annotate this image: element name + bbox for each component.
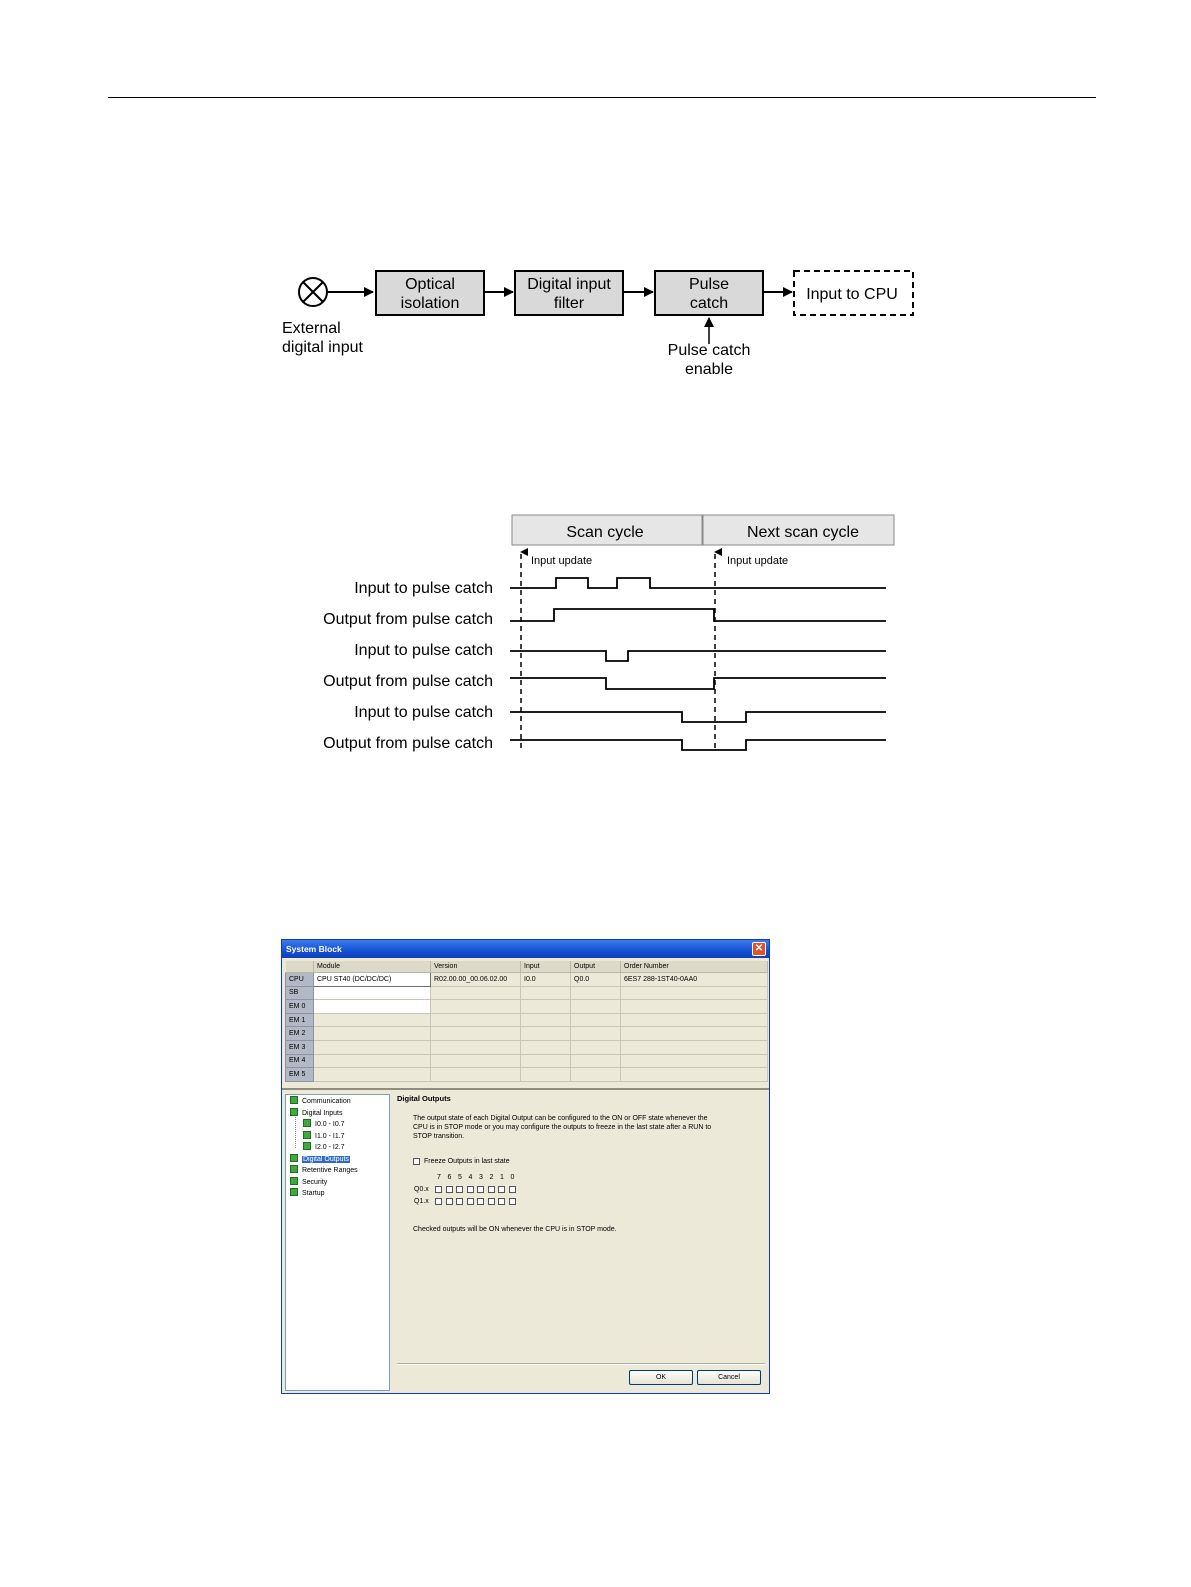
module-cell[interactable] (314, 1000, 431, 1014)
pulse-catch-block-diagram (270, 260, 930, 385)
bit-label: 4 (468, 1174, 473, 1181)
tree-item-startup[interactable] (290, 1188, 325, 1198)
module-table (285, 961, 768, 1082)
node-icon (290, 1108, 298, 1116)
freeze-outputs-checkbox[interactable] (413, 1158, 420, 1165)
order-number-cell (621, 1013, 768, 1027)
input-cell (521, 1027, 571, 1041)
column-header: Module (314, 961, 431, 973)
pulse-catch-timing-diagram (310, 510, 900, 760)
input-label: digital input (282, 339, 363, 356)
input-label: External (282, 320, 341, 337)
row-header: EM 3 (286, 1040, 314, 1054)
block-label: Pulse (688, 276, 730, 293)
signal-waveform (510, 578, 886, 588)
scan-cycle-header (512, 515, 702, 545)
block-label: Optical (405, 276, 455, 293)
node-icon (290, 1165, 298, 1173)
enable-label: enable (684, 361, 734, 378)
order-number-cell (621, 986, 768, 1000)
order-number-cell (621, 1000, 768, 1014)
output-bit-checkbox[interactable] (498, 1198, 505, 1205)
table-row[interactable] (286, 1013, 768, 1027)
next-scan-cycle-label: Next scan cycle (746, 524, 860, 541)
order-number-cell (621, 1040, 768, 1054)
scan-cycle-label: Scan cycle (566, 524, 644, 541)
node-icon (303, 1142, 311, 1150)
bit-label: 3 (479, 1174, 483, 1181)
bit-label: 6 (447, 1174, 452, 1181)
order-number-cell (621, 1068, 768, 1082)
button-separator (397, 1363, 765, 1364)
tree-item-security[interactable] (290, 1177, 327, 1187)
signal-label: Output from pulse catch (323, 735, 493, 752)
tree-item-retentive-ranges[interactable] (290, 1165, 358, 1175)
table-row[interactable] (286, 1027, 768, 1041)
input-cell (521, 1000, 571, 1014)
tree-item-di-range[interactable] (303, 1142, 345, 1152)
module-cell[interactable] (314, 1013, 431, 1027)
signal-waveform (510, 712, 886, 722)
table-row[interactable] (286, 1068, 768, 1082)
node-icon (303, 1119, 311, 1127)
module-cell[interactable] (314, 986, 431, 1000)
system-block-dialog (281, 939, 770, 1394)
output-bit-checkbox[interactable] (435, 1198, 442, 1205)
output-bit-checkbox[interactable] (509, 1186, 516, 1193)
table-row[interactable] (286, 1000, 768, 1014)
signal-waveform (510, 609, 886, 621)
tree-item-label: Startup (302, 1190, 325, 1197)
version-cell (431, 1068, 521, 1082)
block-label: filter (553, 295, 585, 312)
output-bit-checkbox[interactable] (509, 1198, 516, 1205)
output-bit-checkbox[interactable] (446, 1198, 453, 1205)
output-bit-checkbox[interactable] (467, 1198, 474, 1205)
signal-label: Input to pulse catch (354, 642, 493, 659)
block-label: catch (689, 295, 729, 312)
navigation-tree (285, 1094, 390, 1391)
input-cell: I0.0 (521, 973, 571, 987)
output-row-label: Q0.x (414, 1186, 429, 1193)
output-bit-checkbox[interactable] (488, 1186, 495, 1193)
signal-label: Output from pulse catch (323, 611, 493, 628)
stop-mode-note: Checked outputs will be ON whenever the CPU is in STOP mode. (413, 1226, 617, 1233)
version-cell: R02.00.00_00.06.02.00 (431, 973, 521, 987)
output-bit-checkbox[interactable] (435, 1186, 442, 1193)
panel-description: The output state of each Digital Output can be configured to the ON or OFF state whenever the CPU is in STOP mode or you may configure the outputs to freeze in the last state after a RUN to STOP transition. (413, 1115, 712, 1140)
bit-label: 5 (458, 1174, 462, 1181)
tree-item-label: Communication (302, 1098, 351, 1105)
panel-heading: Digital Outputs (397, 1094, 451, 1103)
row-header: EM 1 (286, 1013, 314, 1027)
output-cell (571, 1054, 621, 1068)
node-icon (290, 1096, 298, 1104)
row-header: EM 2 (286, 1027, 314, 1041)
column-header: Version (431, 961, 521, 973)
pulse-catch-block (655, 271, 763, 315)
signal-label: Input to pulse catch (354, 580, 493, 597)
module-cell[interactable] (314, 1054, 431, 1068)
cancel-button[interactable]: Cancel (697, 1370, 761, 1385)
output-bit-checkbox[interactable] (467, 1186, 474, 1193)
signal-waveform (510, 678, 886, 689)
ok-button[interactable]: OK (629, 1370, 693, 1385)
output-cell (571, 1068, 621, 1082)
tree-item-label: I0.0 - I0.7 (315, 1121, 345, 1128)
dialog-titlebar[interactable] (282, 940, 769, 958)
output-cell: Q0.0 (571, 973, 621, 987)
digital-input-filter-block (515, 271, 623, 315)
table-row[interactable] (286, 986, 768, 1000)
order-number-cell: 6ES7 288-1ST40-0AA0 (621, 973, 768, 987)
signal-label: Input to pulse catch (354, 704, 493, 721)
version-cell (431, 986, 521, 1000)
tree-item-di-range[interactable] (303, 1131, 345, 1141)
version-cell (431, 1000, 521, 1014)
signal-waveform (510, 651, 886, 661)
input-cell (521, 1068, 571, 1082)
node-icon (290, 1154, 298, 1162)
output-bit-checkbox[interactable] (456, 1198, 463, 1205)
column-header: Order Number (621, 961, 768, 973)
freeze-outputs-label: Freeze Outputs in last state (424, 1158, 510, 1165)
module-cell[interactable] (314, 1040, 431, 1054)
order-number-cell (621, 1054, 768, 1068)
table-row[interactable] (286, 973, 768, 987)
bit-label: 0 (510, 1174, 515, 1181)
tree-item-label: Security (302, 1178, 328, 1186)
output-row-label: Q1.x (414, 1198, 429, 1205)
version-cell (431, 1054, 521, 1068)
input-cell (521, 986, 571, 1000)
optical-isolation-block (376, 271, 484, 315)
column-header: Input (521, 961, 571, 973)
tree-item-label: Retentive Ranges (302, 1167, 358, 1174)
pane-splitter[interactable] (282, 1088, 769, 1090)
output-block-label: Input to CPU (806, 286, 898, 303)
row-header: EM 0 (286, 1000, 314, 1014)
output-cell (571, 1013, 621, 1027)
output-bit-checkbox[interactable] (456, 1186, 463, 1193)
table-row[interactable] (286, 1040, 768, 1054)
output-bit-checkbox[interactable] (488, 1198, 495, 1205)
tree-item-di-range[interactable] (303, 1119, 345, 1129)
tree-item-label: Digital Outputs (303, 1155, 349, 1163)
tree-item-label: I2.0 - I2.7 (315, 1144, 345, 1151)
enable-label: Pulse catch (667, 342, 751, 359)
tree-item-digital-outputs[interactable] (290, 1154, 350, 1164)
column-header: Output (571, 961, 621, 973)
tree-item-label: Digital Inputs (302, 1109, 343, 1117)
bit-label: 7 (437, 1174, 441, 1181)
signal-waveform (510, 740, 886, 750)
output-bit-checkbox[interactable] (498, 1186, 505, 1193)
module-cell[interactable] (314, 1027, 431, 1041)
input-update-label: Input update (531, 555, 593, 567)
column-header (286, 961, 314, 973)
output-bit-checkbox[interactable] (477, 1198, 484, 1205)
row-header: SB (286, 986, 314, 1000)
version-cell (431, 1040, 521, 1054)
output-cell (571, 986, 621, 1000)
version-cell (431, 1013, 521, 1027)
output-cell (571, 1040, 621, 1054)
node-icon (290, 1177, 298, 1185)
input-cell (521, 1054, 571, 1068)
node-icon (303, 1131, 311, 1139)
input-cell (521, 1013, 571, 1027)
tree-item-communication[interactable] (290, 1096, 351, 1106)
input-to-cpu-block (794, 271, 913, 315)
output-cell (571, 1027, 621, 1041)
signal-label: Output from pulse catch (323, 673, 493, 690)
row-header: CPU (286, 973, 314, 987)
module-cell[interactable]: CPU ST40 (DC/DC/DC) (314, 973, 431, 987)
version-cell (431, 1027, 521, 1041)
dialog-title: System Block (286, 944, 342, 954)
input-cell (521, 1040, 571, 1054)
input-update-label: Input update (727, 555, 789, 567)
tree-item-digital-inputs[interactable] (290, 1108, 342, 1118)
table-row[interactable] (286, 1054, 768, 1068)
header-rule (108, 97, 1096, 98)
block-label: Digital input (527, 276, 611, 293)
row-header: EM 4 (286, 1054, 314, 1068)
block-label: isolation (400, 295, 460, 312)
close-button[interactable]: ✕ (752, 942, 766, 956)
tree-item-label: I1.0 - I1.7 (315, 1132, 345, 1140)
row-header: EM 5 (286, 1068, 314, 1082)
bit-label: 2 (489, 1174, 494, 1181)
output-cell (571, 1000, 621, 1014)
input-terminal-icon (299, 278, 327, 306)
node-icon (290, 1188, 298, 1196)
module-cell[interactable] (314, 1068, 431, 1082)
order-number-cell (621, 1027, 768, 1041)
next-scan-cycle-header (703, 515, 894, 545)
bit-label: 1 (500, 1174, 504, 1181)
output-bit-checkbox[interactable] (477, 1186, 484, 1193)
output-bit-checkbox[interactable] (446, 1186, 453, 1193)
